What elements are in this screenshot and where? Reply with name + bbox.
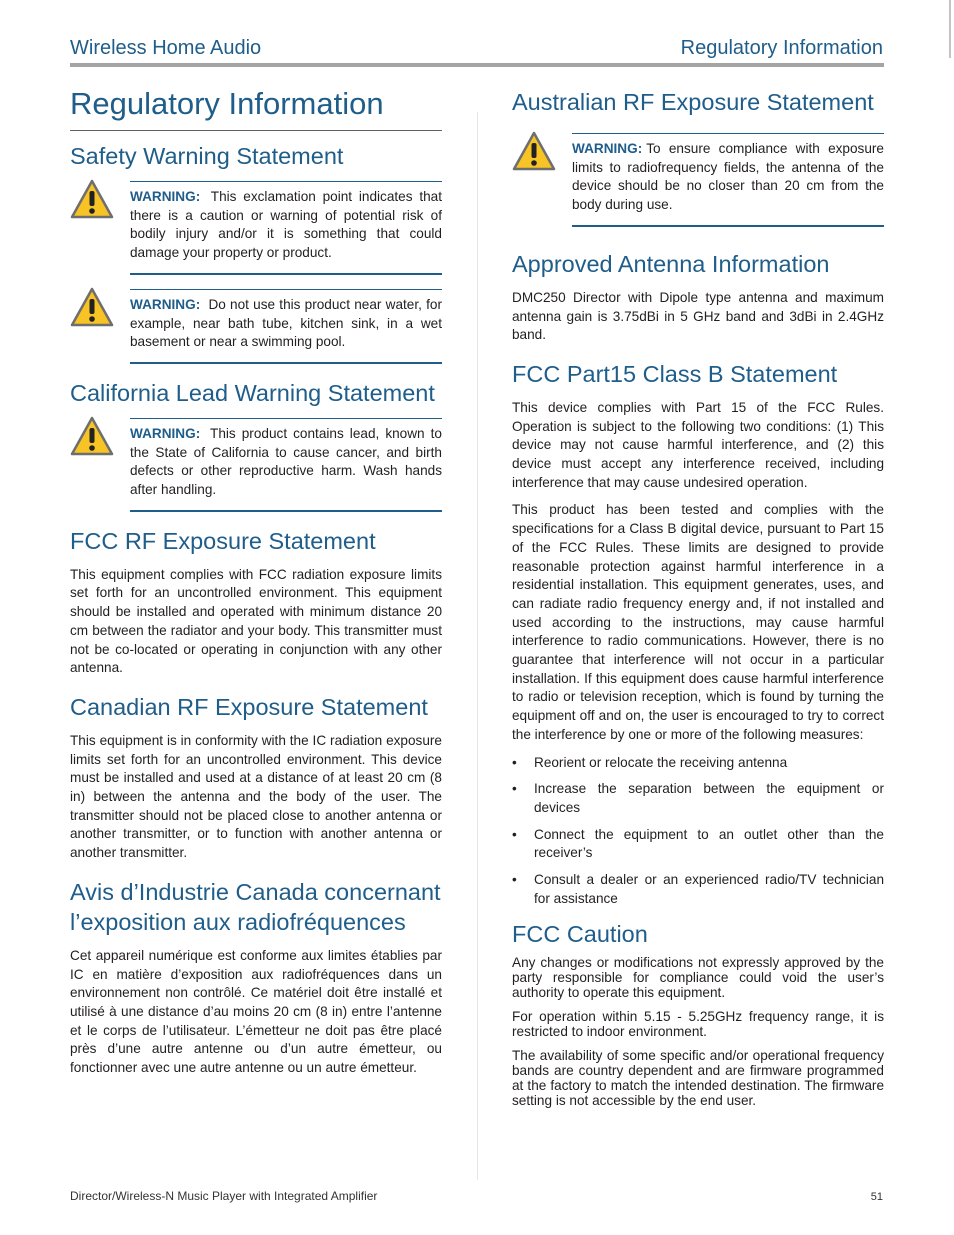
list-item: • Reorient or relocate the receiving antenna xyxy=(512,754,884,773)
fcc-caution-paragraph-2: For operation within 5.15 - 5.25GHz frequency range, it is restricted to indoor environment. xyxy=(512,1008,884,1039)
australian-warning xyxy=(512,133,884,227)
warning-text: To ensure compliance with exposure limits to radiofrequency fields, the antenna of the device should be no closer than 20 cm from the body during use. xyxy=(572,141,884,213)
fcc-rf-heading: FCC RF Exposure Statement xyxy=(70,527,376,554)
safety-heading: Safety Warning Statement xyxy=(70,143,344,169)
warning-text: This product contains lead, known to the State of California to cause cancer, and birth defects or other reproductive harm. Wash hands after handling. xyxy=(130,425,442,498)
safety-warning-2 xyxy=(70,289,442,364)
footer-product-name: Director/Wireless-N Music Player with Integrated Amplifier xyxy=(70,1189,378,1203)
warning-paragraph xyxy=(130,188,442,263)
fcc-part15-heading: FCC Part15 Class B Statement xyxy=(512,360,838,387)
fcc-part15-paragraph-1: This device complies with Part 15 of the FCC Rules. Operation is subject to the following two conditions: (1) This device may not cause harmful interference, and (2) this device must accept any interference received, including interference that may cause undesired operation. xyxy=(512,399,884,490)
warning-box xyxy=(572,133,884,227)
list-item: • Consult a dealer or an experienced radio/TV technician for assistance xyxy=(512,871,884,908)
warning-text: This exclamation point indicates that there is a caution or warning of potential risk of bodily injury and/or it is something that could damage your property or product. xyxy=(130,189,442,261)
list-item: • Connect the equipment to an outlet other than the receiver’s xyxy=(512,826,884,863)
page-corner-mark xyxy=(949,0,951,58)
fcc-part15-paragraph-2: This product has been tested and complies with the specifications for a Class B digital device, pursuant to Part 15 of the FCC Rules. These limits are designed to provide reasonable protection against harmful interference in a residential installation. This equipment generates, uses, and can radiate radio frequency energy and, if not installed and used according to the instructions, may cause harmful interference to radio communications. However, there is no guarantee that interference will not occur in a particular installation. If this equipment does cause harmful interference to radio or television reception, which is found by turning the equipment off and on, the user is encouraged to try to correct the interference by one or more of the following measures: xyxy=(512,502,884,742)
canadian-rf-text: This equipment is in conformity with the IC radiation exposure limits set forth for an uncontrolled environment. This device must be installed and used at a distance of at least 20 cm (8 in) between the antenna and the body of the user. The transmitter should not be placed close to another antenna or another transmitter, or to function with another antenna or another transmitter. xyxy=(70,732,442,861)
fcc-caution-paragraph-3: The availability of some specific and/or operational frequency bands are country dependent and are firmware programmed at the factory to match the intended destination. The firmware setting is not accessible by the end user. xyxy=(512,1047,884,1108)
fcc-caution-heading: FCC Caution xyxy=(512,920,648,947)
canadian-rf-heading: Canadian RF Exposure Statement xyxy=(70,693,428,720)
australian-heading: Australian RF Exposure Statement xyxy=(512,89,874,115)
warning-text: Do not use this product near water, for example, near bath tube, kitchen sink, in a wet basement or near a swimming pool. xyxy=(130,296,442,350)
fcc-caution-paragraph-1: Any changes or modifications not expressly approved by the party responsible for compliance could void the user’s authority to operate this equipment. xyxy=(512,954,884,1000)
antenna-heading: Approved Antenna Information xyxy=(512,250,830,277)
warning-label: WARNING: xyxy=(572,141,643,156)
measures-list xyxy=(512,754,884,909)
left-column xyxy=(70,84,442,1087)
warning-box xyxy=(130,418,442,512)
california-heading: California Lead Warning Statement xyxy=(70,379,435,406)
header-section-name: Regulatory Information xyxy=(680,37,883,59)
warning-box xyxy=(130,181,442,275)
warning-label: WARNING: xyxy=(130,425,201,441)
warning-triangle-icon xyxy=(512,131,556,171)
warning-box xyxy=(130,289,442,364)
warning-triangle-icon xyxy=(70,416,114,456)
right-column xyxy=(512,84,884,1117)
column-divider xyxy=(477,112,478,1180)
header-rule xyxy=(70,63,884,67)
warning-triangle-icon xyxy=(70,179,114,219)
page-title: Regulatory Information xyxy=(70,84,442,131)
avis-heading: Avis d’Industrie Canada concernant l’exposition aux radiofréquences xyxy=(70,878,441,935)
antenna-text: DMC250 Director with Dipole type antenna and maximum antenna gain is 3.75dBi in 5 GHz band and 3dBi in 2.4GHz band. xyxy=(512,289,884,343)
avis-text: Cet appareil numérique est conforme aux limites établies par IC en matière d’exposition aux radiofréquences dans un environnement non contrôlé. Ce matériel doit être installé et utilisé à une distance d’au moins 20 cm (8 in) entre l’antenne et le corps de l’utilisateur. L’émetteur ne doit pas être placé près d’une autre antenne ou d’un autre émetteur, ou fonctionner avec une autre antenne ou un autre émetteur. xyxy=(70,947,442,1076)
warning-label: WARNING: xyxy=(130,189,201,204)
warning-paragraph xyxy=(130,296,442,352)
list-item: • Increase the separation between the equipment or devices xyxy=(512,780,884,817)
safety-warning-1 xyxy=(70,181,442,275)
warning-label: WARNING: xyxy=(130,296,201,312)
fcc-rf-text: This equipment complies with FCC radiation exposure limits set forth for an uncontrolled environment. This equipment should be installed and operated with minimum distance 20 cm between the radiator and your body. This transmitter must not be co-located or operating in conjunction with any other antenna. xyxy=(70,566,442,676)
warning-paragraph xyxy=(572,140,884,215)
warning-triangle-icon xyxy=(70,287,114,327)
california-warning xyxy=(70,418,442,512)
header-product-name: Wireless Home Audio xyxy=(70,37,262,59)
page-number: 51 xyxy=(870,1191,883,1203)
warning-paragraph xyxy=(130,425,442,500)
